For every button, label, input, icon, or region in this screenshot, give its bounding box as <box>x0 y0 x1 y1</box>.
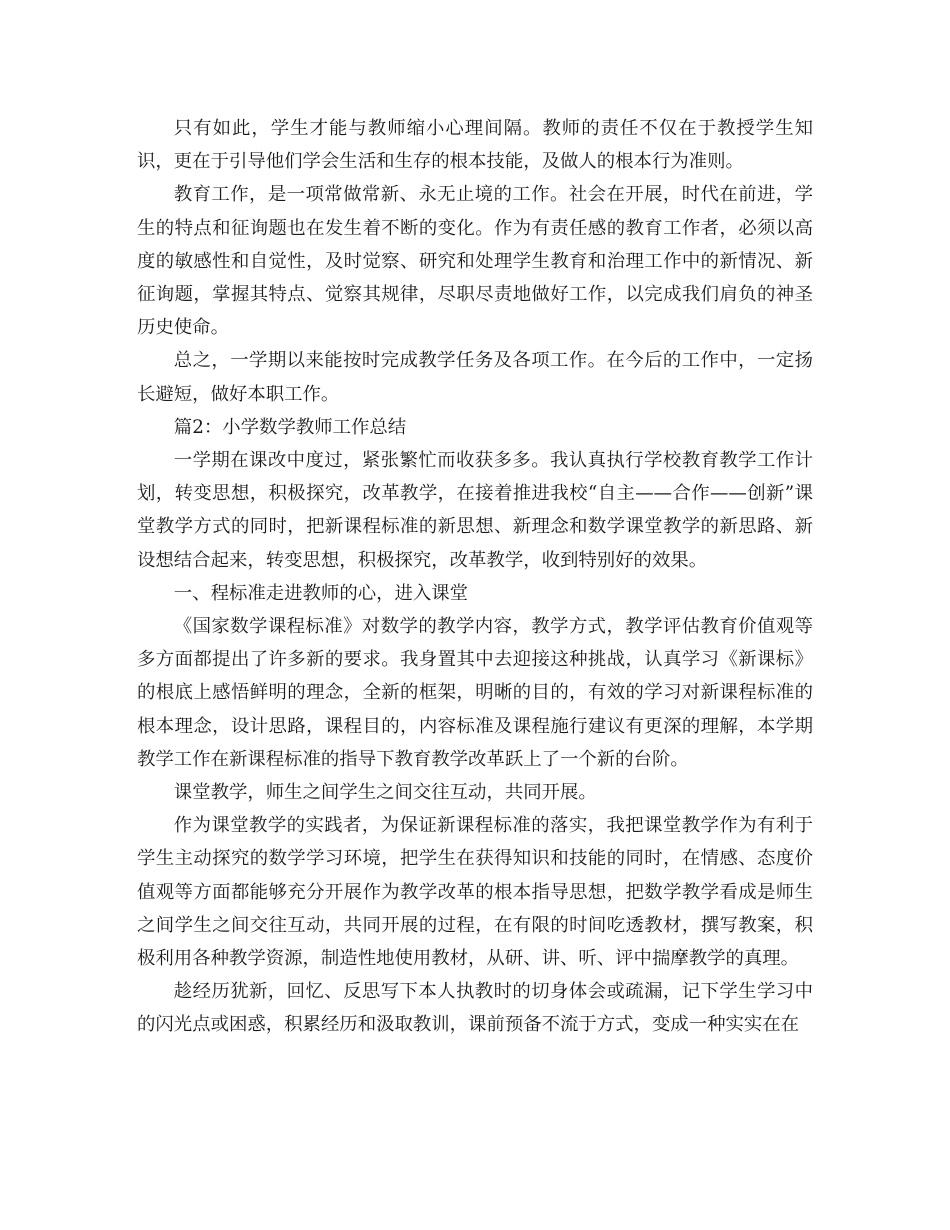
paragraph-6: 课堂教学，师生之间学生之间交往互动，共同开展。 <box>173 782 597 804</box>
paragraph-5: 《国家数学课程标准》对数学的教学内容，教学方式，教学评估教育价值观等多方面都提出了许多新的要求。我身置其中去迎接这种挑战，认真学习《新课标》的根底上感悟鲜明的理念，全新的框架，明晰的目的，有效的学习对新课程标准的根本理念，设计思路，课程目的，内容标准及课程施行建议有更深的理解，本学期教学工作在新课程标准的指导下教育教学改革跃上了一个新的台阶。 <box>137 616 813 770</box>
subheading-1: 一、程标准走进教师的心，进入课堂 <box>173 582 469 604</box>
paragraph-1: 只有如此，学生才能与教师缩小心理间隔。教师的责任不仅在于教授学生知识，更在于引导他们学会生活和生存的根本技能，及做人的根本行为准则。 <box>137 118 813 173</box>
paragraph-8: 趁经历犹新，回忆、反思写下本人执教时的切身体会或疏漏，记下学生学习中的闪光点或困惑，积累经历和汲取教训，课前预备不流于方式，变成一种实实在在 <box>137 981 813 1036</box>
document-body <box>137 112 813 1042</box>
paragraph-4: 一学期在课改中度过，紧张繁忙而收获多多。我认真执行学校教育教学工作计划，转变思想，积极探究，改革教学，在接着推进我校“自主——合作——创新”课堂教学方式的同时，把新课程标准的新思想、新理念和数学课堂教学的新思路、新设想结合起来，转变思想，积极探究，改革教学，收到特别好的效果。 <box>137 450 813 571</box>
section-heading: 篇2：小学数学教师工作总结 <box>173 416 407 438</box>
paragraph-3: 总之，一学期以来能按时完成教学任务及各项工作。在今后的工作中，一定扬长避短，做好本职工作。 <box>137 350 813 405</box>
paragraph-2: 教育工作，是一项常做常新、永无止境的工作。社会在开展，时代在前进，学生的特点和征询题也在发生着不断的变化。作为有责任感的教育工作者，必须以高度的敏感性和自觉性，及时觉察、研究和处理学生教育和治理工作中的新情况、新征询题，掌握其特点、觉察其规律，尽职尽责地做好工作，以完成我们肩负的神圣历史使命。 <box>137 184 813 339</box>
paragraph-7: 作为课堂教学的实践者，为保证新课程标准的落实，我把课堂教学作为有利于学生主动探究的数学学习环境，把学生在获得知识和技能的同时，在情感、态度价值观等方面都能够充分开展作为教学改革的根本指导思想，把数学教学看成是师生之间学生之间交往互动，共同开展的过程，在有限的时间吃透教材，撰写教案，积极利用各种教学资源，制造性地使用教材，从研、讲、听、评中揣摩教学的真理。 <box>137 815 813 970</box>
